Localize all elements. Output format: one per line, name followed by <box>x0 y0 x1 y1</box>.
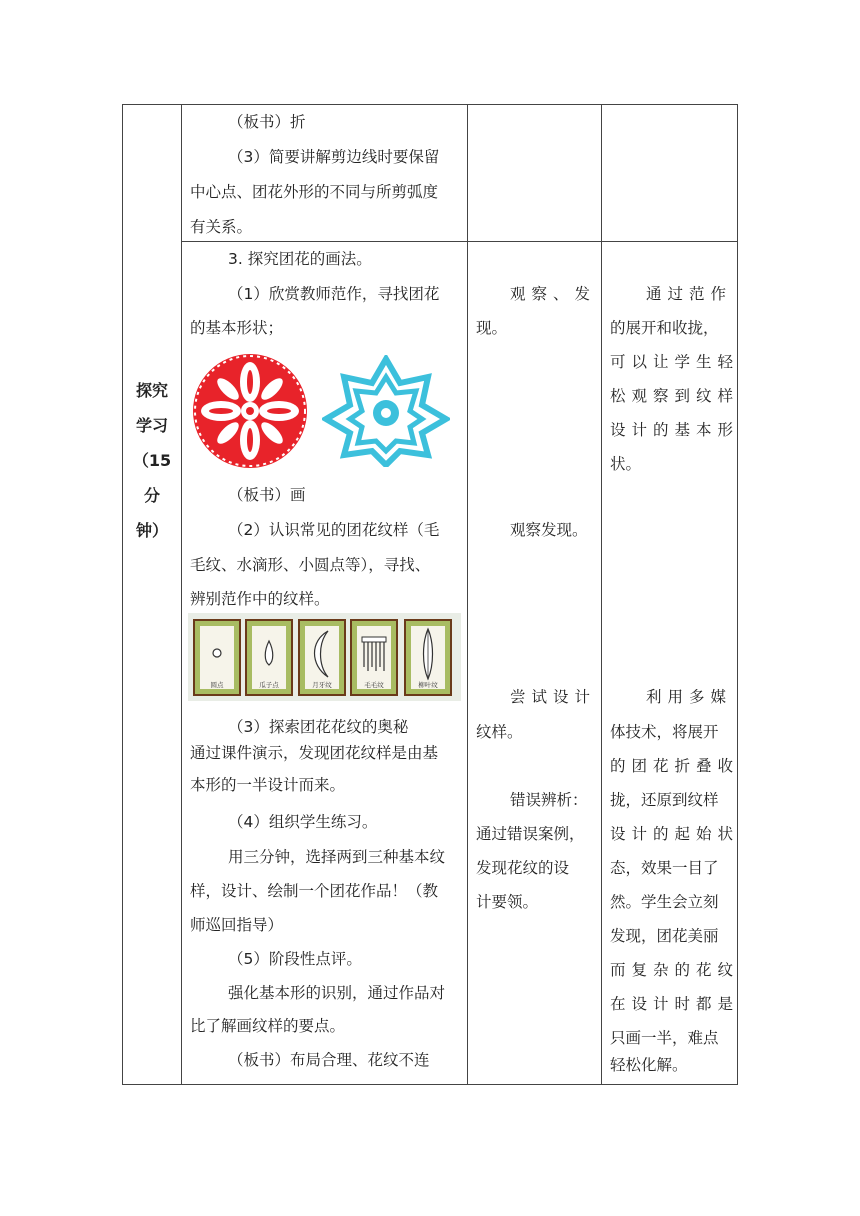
design-intent: 利用多媒 <box>646 688 733 706</box>
pattern-tile <box>193 619 241 696</box>
design-intent: 设计的基本形 <box>610 421 740 439</box>
content-line: （4）组织学生练习。 <box>228 813 378 831</box>
student-activity: 现。 <box>476 319 508 337</box>
board-note: （板书）布局合理、花纹不连 <box>228 1051 430 1069</box>
content-line: （5）阶段性点评。 <box>228 950 362 968</box>
design-intent: 体技术，将展开 <box>610 723 719 741</box>
row-divider <box>181 241 737 242</box>
design-intent: 状。 <box>610 455 642 473</box>
pattern-label: 毛毛纹 <box>364 681 384 689</box>
red-papercut-image <box>190 352 310 470</box>
design-intent: 可以让学生轻 <box>610 353 740 371</box>
content-line: （2）认识常见的团花纹样（毛 <box>228 521 440 539</box>
pattern-types-image <box>188 613 461 701</box>
content-line: 中心点、团花外形的不同与所剪弧度 <box>190 183 439 201</box>
design-intent: 拢，还原到纹样 <box>610 791 719 809</box>
design-intent: 设计的起始状 <box>610 825 740 843</box>
student-activity: 发现花纹的设 <box>476 859 570 877</box>
blue-papercut-image <box>322 355 450 467</box>
design-intent: 在设计时都是 <box>610 995 740 1013</box>
design-intent: 而复杂的花纹 <box>610 961 740 979</box>
student-activity: 通过错误案例， <box>476 825 585 843</box>
content-line: 的基本形状； <box>190 319 284 337</box>
category-line: 分 <box>143 486 160 505</box>
content-line: 用三分钟，选择两到三种基本纹 <box>228 848 446 866</box>
pattern-tile <box>298 619 346 696</box>
board-note: （板书）画 <box>228 486 306 504</box>
student-activity: 纹样。 <box>476 723 523 741</box>
student-activity: 尝试设计 <box>510 688 597 706</box>
student-activity: 计要领。 <box>476 893 539 911</box>
design-intent: 通过范作 <box>646 285 733 303</box>
col-divider-1 <box>181 105 182 1084</box>
content-line: （3）探索团花花纹的奥秘 <box>228 718 409 736</box>
content-line: 样，设计、绘制一个团花作品！（教 <box>190 882 439 900</box>
col-divider-2 <box>467 105 468 1084</box>
design-intent: 的团花折叠收 <box>610 757 740 775</box>
design-intent: 的展开和收拢， <box>610 319 719 337</box>
design-intent: 只画一半，难点 <box>610 1029 719 1047</box>
student-activity: 错误辨析： <box>510 791 588 809</box>
content-line: 毛纹、水滴形、小圆点等），寻找、 <box>190 556 431 574</box>
col-divider-3 <box>601 105 602 1084</box>
content-line: 通过课件演示，发现团花纹样是由基 <box>190 744 439 762</box>
student-activity: 观察、发 <box>510 285 597 303</box>
pattern-label: 瓜子点 <box>259 681 279 689</box>
category-line: 学习 <box>135 416 168 435</box>
design-intent: 轻松化解。 <box>610 1056 688 1074</box>
content-line: 比了解画纹样的要点。 <box>190 1017 346 1035</box>
design-intent: 然。学生会立刻 <box>610 893 719 911</box>
design-intent: 态，效果一目了 <box>610 859 719 877</box>
category-line: 钟） <box>135 521 168 540</box>
content-line: 师巡回指导） <box>190 916 284 934</box>
content-line: 辨别范作中的纹样。 <box>190 590 330 608</box>
pattern-tile <box>404 619 452 696</box>
board-note: （板书）折 <box>228 113 306 131</box>
content-line: （1）欣赏教师范作，寻找团花 <box>228 285 440 303</box>
section-heading: 3. 探究团花的画法。 <box>228 250 372 268</box>
student-activity: 观察发现。 <box>510 521 588 539</box>
pattern-tile <box>245 619 293 696</box>
category-line: 探究 <box>135 381 168 400</box>
design-intent: 松观察到纹样 <box>610 387 740 405</box>
design-intent: 发现，团花美丽 <box>610 927 719 945</box>
content-line: （3）简要讲解剪边线时要保留 <box>228 148 440 166</box>
content-line: 强化基本形的识别，通过作品对 <box>228 984 446 1002</box>
content-line: 本形的一半设计而来。 <box>190 776 346 794</box>
pattern-label: 柳叶纹 <box>418 681 438 689</box>
category-line: （15 <box>132 451 172 470</box>
pattern-label: 月牙纹 <box>312 681 332 689</box>
pattern-label: 圆点 <box>210 681 224 689</box>
content-line: 有关系。 <box>190 218 253 236</box>
pattern-tile <box>350 619 398 696</box>
